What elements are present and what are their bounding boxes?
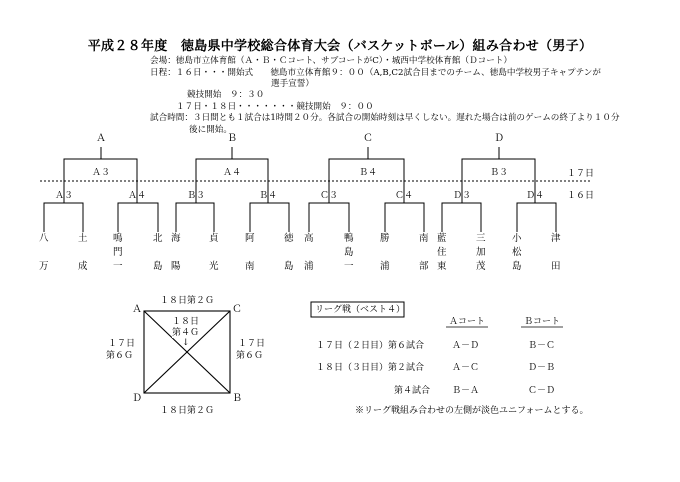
team-name-char: 藍 xyxy=(437,233,447,244)
first-game-d4: Ｄ４ xyxy=(526,191,545,201)
block-d-label: Ｄ xyxy=(494,133,504,144)
team-name-char: 土 xyxy=(78,233,88,244)
team-name-char: 鳴 xyxy=(113,233,123,244)
team-name-char: 南 xyxy=(245,261,255,272)
league-row-b: Ｂ－Ｃ xyxy=(528,341,556,351)
diagram-top-label: １８日第２Ｇ xyxy=(160,296,215,306)
team-name-char: 松 xyxy=(512,247,522,258)
league-note: ※リーグ戦組み合わせの左側が淡色ユニフォームとする。 xyxy=(355,406,589,416)
league-col-a: Ａコート xyxy=(449,317,486,327)
game-time-text-cont: 後に開始。 xyxy=(189,125,232,135)
down-arrow-icon: ↓ xyxy=(182,338,190,348)
final-game-d: Ｂ３ xyxy=(490,168,509,178)
league-row-a: Ｂ－Ａ xyxy=(452,386,480,396)
diagram-right-label-2: 第６Ｇ xyxy=(236,351,264,361)
diagram-left-label-2: 第６Ｇ xyxy=(106,351,134,361)
first-game-a3: Ａ３ xyxy=(55,191,74,201)
team-name-char: 阿 xyxy=(245,233,255,244)
team-name-char: 高 xyxy=(304,233,314,244)
final-game-a: Ａ３ xyxy=(92,168,111,178)
diagram-d: Ｄ xyxy=(132,393,142,404)
team-name-char: 一 xyxy=(344,261,354,272)
team-name-char: 浦 xyxy=(304,261,314,272)
start-time-day16: 競技開始 ９：３０ xyxy=(187,90,265,100)
team-name-char: 茂 xyxy=(476,261,486,272)
team-name-char: 一 xyxy=(113,261,123,272)
league-row-label: 第４試合 xyxy=(394,386,431,396)
block-a-label: Ａ xyxy=(96,133,106,144)
league-row-a: Ａ－Ｃ xyxy=(452,363,480,373)
team-name-char: 万 xyxy=(39,261,49,272)
team-name-char: 貞 xyxy=(209,233,219,244)
team-name-char: 南 xyxy=(419,233,429,244)
diagram-bottom-label: １８日第２Ｇ xyxy=(160,406,215,416)
page-title: 平成２８年度 徳島県中学校総合体育大会（バスケットボール）組み合わせ（男子） xyxy=(87,39,593,54)
game-time-text: 試合時間：３日間とも１試合は1時間２０分。各試合の開始時刻は早くしない。遅れた場合は前のゲームの終了より１０分 xyxy=(150,113,620,123)
first-game-b3: Ｂ３ xyxy=(187,191,206,201)
team-name-char: 田 xyxy=(551,261,561,272)
team-name-char: 島 xyxy=(512,261,522,272)
league-row-b: Ｄ－Ｂ xyxy=(528,363,556,373)
team-name-char: 島 xyxy=(153,261,163,272)
team-name-char: 光 xyxy=(209,261,219,272)
team-name-char: 三 xyxy=(476,233,486,244)
first-game-c3: Ｃ３ xyxy=(320,191,339,201)
team-name-char: 浦 xyxy=(380,261,390,272)
diagram-right-label-1: １７日 xyxy=(238,339,266,349)
team-name-char: 徳 xyxy=(284,233,294,244)
league-col-b: Ｂコート xyxy=(524,317,561,327)
team-name-char: 八 xyxy=(39,233,49,244)
final-game-c: Ｂ４ xyxy=(359,168,378,178)
diagram-center-1: １８日 xyxy=(172,317,200,327)
team-name-char: 海 xyxy=(171,233,181,244)
block-b-label: Ｂ xyxy=(227,133,237,144)
schedule-day17-18: １７日・１８日・・・・・・・競技開始 ９：００ xyxy=(176,102,374,112)
team-name-char: 陽 xyxy=(171,261,181,272)
venue-text: 会場：徳島市立体育館（Ａ・Ｂ・Ｃコート、サブコートがC）・城西中学校体育館（Ｄコート） xyxy=(150,56,513,66)
team-name-char: 東 xyxy=(437,261,447,272)
team-name-char: 津 xyxy=(551,233,561,244)
team-name-char: 小 xyxy=(512,233,522,244)
team-name-char: 島 xyxy=(344,247,354,258)
first-game-c4: Ｃ４ xyxy=(395,191,414,201)
team-name-char: 部 xyxy=(419,261,429,272)
team-name-char: 加 xyxy=(476,247,486,258)
schedule-day16-cont: 選手宣誓） xyxy=(271,79,314,89)
league-title: リーグ戦（ベスト４） xyxy=(315,305,406,315)
final-game-b: Ａ４ xyxy=(223,168,242,178)
team-name-char: 鴨 xyxy=(344,233,354,244)
team-name-char: 島 xyxy=(284,261,294,272)
team-name-char: 門 xyxy=(113,247,123,258)
first-game-b4: Ｂ４ xyxy=(259,191,278,201)
diagram-b: Ｂ xyxy=(232,393,242,404)
diagram-left-label-1: １７日 xyxy=(108,339,136,349)
schedule-day16-text: 日程：１６日・・・開始式 徳島市立体育館９：００（A,B,C2試合目までのチーム、徳島中学校男子キャプテンが xyxy=(150,68,601,78)
league-row-a: Ａ－Ｄ xyxy=(452,341,480,351)
diagram-a: Ａ xyxy=(132,304,142,315)
team-name-char: 住 xyxy=(437,247,447,258)
first-game-a4: Ａ４ xyxy=(128,191,147,201)
diagram-center-2: 第４Ｇ xyxy=(172,328,200,338)
team-name-char: 成 xyxy=(78,261,88,272)
league-row-b: Ｃ－Ｄ xyxy=(528,386,556,396)
league-row-label: １７日（２日目）第６試合 xyxy=(316,341,425,351)
day17-label: １７日 xyxy=(567,169,595,179)
diagram-c: Ｃ xyxy=(232,304,242,315)
league-row-label: １８日（３日目）第２試合 xyxy=(316,363,425,373)
day16-label: １６日 xyxy=(567,191,595,201)
first-game-d3: Ｄ３ xyxy=(453,191,472,201)
block-c-label: Ｃ xyxy=(363,133,373,144)
team-name-char: 北 xyxy=(153,233,163,244)
team-name-char: 勝 xyxy=(380,233,390,244)
